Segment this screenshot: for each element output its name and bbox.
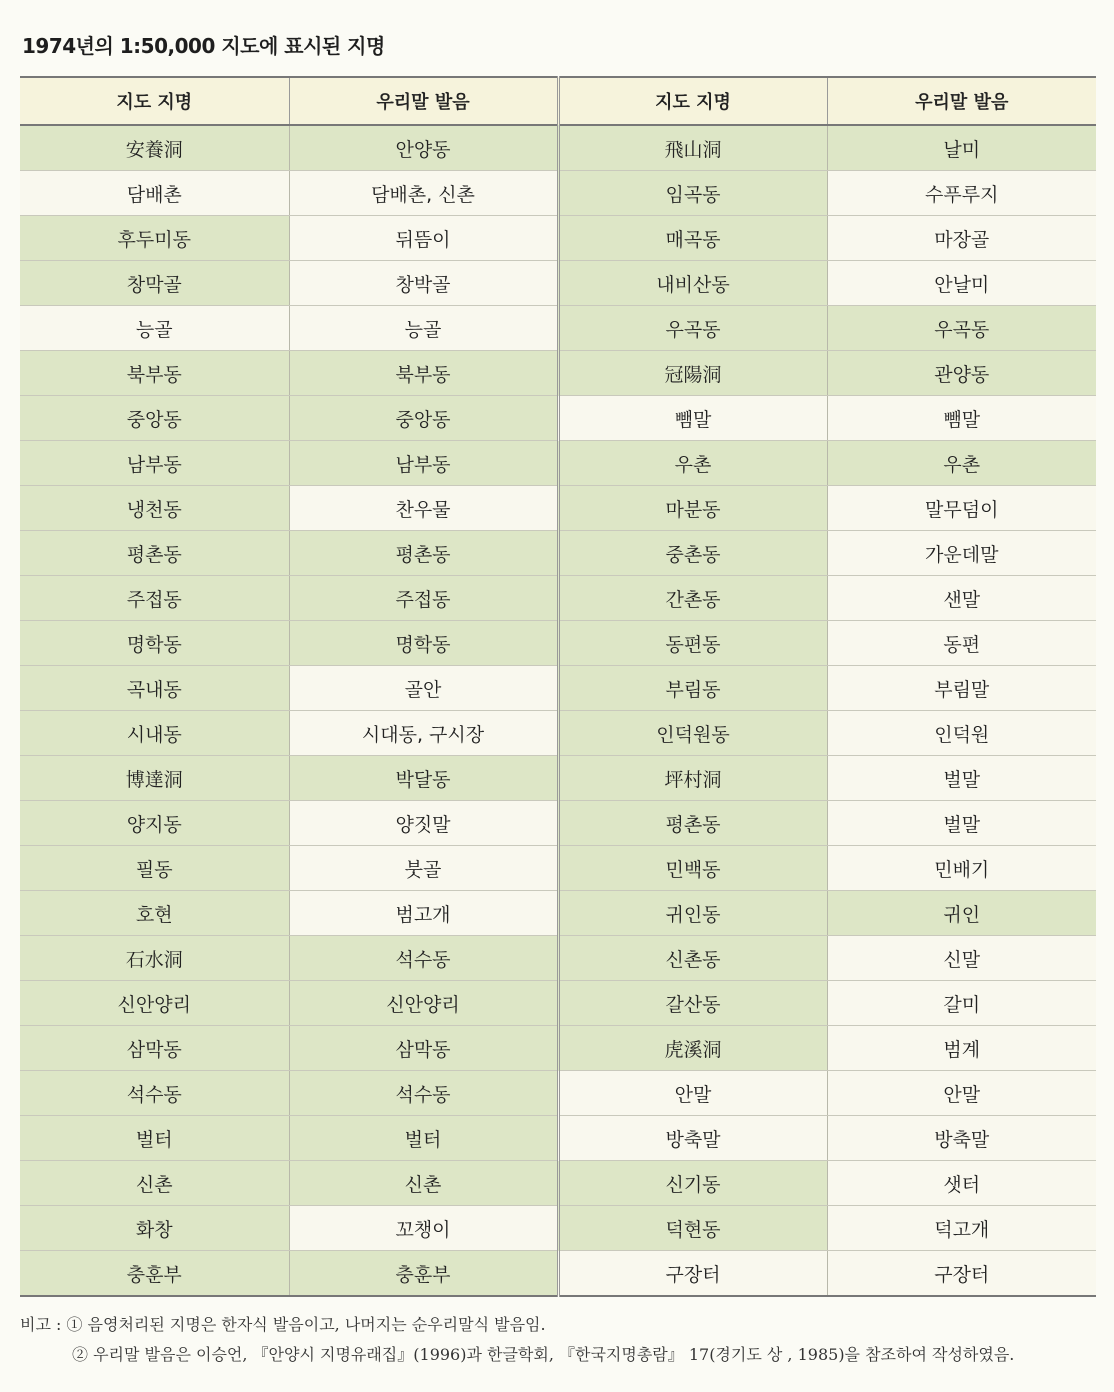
table-row bbox=[20, 936, 1096, 981]
map-name-cell-2: 坪村洞 bbox=[558, 756, 827, 801]
map-name-cell-2: 구장터 bbox=[558, 1251, 827, 1297]
pronunciation-cell-1: 꼬챙이 bbox=[289, 1206, 558, 1251]
map-name-cell-1: 중앙동 bbox=[20, 396, 289, 441]
map-name-cell-2: 갈산동 bbox=[558, 981, 827, 1026]
map-name-cell-2: 덕현동 bbox=[558, 1206, 827, 1251]
pronunciation-cell-1: 석수동 bbox=[289, 1071, 558, 1116]
pronunciation-cell-2: 샛터 bbox=[827, 1161, 1096, 1206]
note-2: ② 우리말 발음은 이승언, 『안양시 지명유래집』(1996)과 한글학회, 『한국지명총람』 17(경기도 상 , 1985)을 참조하여 작성하였음. bbox=[72, 1345, 1015, 1364]
pronunciation-cell-2: 벌말 bbox=[827, 801, 1096, 846]
pronunciation-cell-1: 평촌동 bbox=[289, 531, 558, 576]
map-name-cell-1: 石水洞 bbox=[20, 936, 289, 981]
table-row bbox=[20, 351, 1096, 396]
table-body bbox=[20, 125, 1096, 1296]
table-row bbox=[20, 576, 1096, 621]
table-row bbox=[20, 486, 1096, 531]
pronunciation-cell-1: 골안 bbox=[289, 666, 558, 711]
pronunciation-cell-2: 마장골 bbox=[827, 216, 1096, 261]
map-name-cell-2: 방축말 bbox=[558, 1116, 827, 1161]
pronunciation-cell-1: 북부동 bbox=[289, 351, 558, 396]
pronunciation-cell-2: 날미 bbox=[827, 125, 1096, 171]
note-1: 비고 : ① 음영처리된 지명은 한자식 발음이고, 나머지는 순우리말식 발음임. bbox=[20, 1315, 546, 1334]
pronunciation-cell-1: 담배촌, 신촌 bbox=[289, 171, 558, 216]
table-row bbox=[20, 1206, 1096, 1251]
table-row bbox=[20, 981, 1096, 1026]
pronunciation-cell-1: 석수동 bbox=[289, 936, 558, 981]
map-name-cell-2: 안말 bbox=[558, 1071, 827, 1116]
table-row bbox=[20, 1251, 1096, 1297]
pronunciation-cell-1: 신안양리 bbox=[289, 981, 558, 1026]
table-row bbox=[20, 621, 1096, 666]
pronunciation-cell-1: 안양동 bbox=[289, 125, 558, 171]
pronunciation-cell-2: 덕고개 bbox=[827, 1206, 1096, 1251]
map-name-cell-1: 후두미동 bbox=[20, 216, 289, 261]
pronunciation-cell-2: 우촌 bbox=[827, 441, 1096, 486]
map-name-cell-2: 虎溪洞 bbox=[558, 1026, 827, 1071]
pronunciation-cell-1: 주접동 bbox=[289, 576, 558, 621]
table-row bbox=[20, 216, 1096, 261]
table-title: 1974년의 1:50,000 지도에 표시된 지명 bbox=[22, 34, 385, 58]
pronunciation-cell-1: 신촌 bbox=[289, 1161, 558, 1206]
table-row bbox=[20, 441, 1096, 486]
map-name-cell-1: 북부동 bbox=[20, 351, 289, 396]
pronunciation-cell-1: 양짓말 bbox=[289, 801, 558, 846]
map-name-cell-1: 삼막동 bbox=[20, 1026, 289, 1071]
pronunciation-cell-2: 가운데말 bbox=[827, 531, 1096, 576]
table-row bbox=[20, 711, 1096, 756]
table-row bbox=[20, 846, 1096, 891]
map-name-cell-1: 필동 bbox=[20, 846, 289, 891]
pronunciation-cell-1: 찬우물 bbox=[289, 486, 558, 531]
pronunciation-cell-1: 뒤뜸이 bbox=[289, 216, 558, 261]
table-row bbox=[20, 756, 1096, 801]
pronunciation-cell-1: 능골 bbox=[289, 306, 558, 351]
map-name-cell-2: 매곡동 bbox=[558, 216, 827, 261]
map-name-cell-1: 충훈부 bbox=[20, 1251, 289, 1297]
pronunciation-cell-2: 관양동 bbox=[827, 351, 1096, 396]
map-name-cell-1: 호현 bbox=[20, 891, 289, 936]
pronunciation-cell-1: 남부동 bbox=[289, 441, 558, 486]
map-name-cell-2: 민백동 bbox=[558, 846, 827, 891]
map-name-cell-2: 冠陽洞 bbox=[558, 351, 827, 396]
pronunciation-cell-1: 중앙동 bbox=[289, 396, 558, 441]
pronunciation-cell-2: 민배기 bbox=[827, 846, 1096, 891]
table-row bbox=[20, 801, 1096, 846]
table-row bbox=[20, 891, 1096, 936]
pronunciation-cell-2: 말무덤이 bbox=[827, 486, 1096, 531]
map-name-cell-1: 시내동 bbox=[20, 711, 289, 756]
map-name-cell-1: 곡내동 bbox=[20, 666, 289, 711]
map-name-cell-1: 석수동 bbox=[20, 1071, 289, 1116]
pronunciation-cell-2: 안날미 bbox=[827, 261, 1096, 306]
map-name-cell-2: 동편동 bbox=[558, 621, 827, 666]
map-name-cell-1: 창막골 bbox=[20, 261, 289, 306]
pronunciation-cell-2: 우곡동 bbox=[827, 306, 1096, 351]
notes bbox=[20, 1310, 1014, 1370]
pronunciation-cell-2: 방축말 bbox=[827, 1116, 1096, 1161]
table-row bbox=[20, 1116, 1096, 1161]
map-name-cell-2: 부림동 bbox=[558, 666, 827, 711]
pronunciation-cell-2: 인덕원 bbox=[827, 711, 1096, 756]
pronunciation-cell-1: 벌터 bbox=[289, 1116, 558, 1161]
table-row bbox=[20, 531, 1096, 576]
table-header-row bbox=[20, 77, 1096, 125]
pronunciation-cell-1: 삼막동 bbox=[289, 1026, 558, 1071]
map-name-cell-1: 安養洞 bbox=[20, 125, 289, 171]
pronunciation-cell-2: 귀인 bbox=[827, 891, 1096, 936]
map-name-cell-1: 명학동 bbox=[20, 621, 289, 666]
map-name-cell-1: 화창 bbox=[20, 1206, 289, 1251]
map-name-cell-2: 우촌 bbox=[558, 441, 827, 486]
map-name-cell-1: 평촌동 bbox=[20, 531, 289, 576]
header-map-name-1: 지도 지명 bbox=[20, 77, 289, 125]
pronunciation-cell-1: 명학동 bbox=[289, 621, 558, 666]
pronunciation-cell-1: 박달동 bbox=[289, 756, 558, 801]
map-name-cell-2: 뺌말 bbox=[558, 396, 827, 441]
pronunciation-cell-2: 부림말 bbox=[827, 666, 1096, 711]
map-name-cell-1: 벌터 bbox=[20, 1116, 289, 1161]
map-name-cell-2: 인덕원동 bbox=[558, 711, 827, 756]
map-name-cell-2: 우곡동 bbox=[558, 306, 827, 351]
table-row bbox=[20, 396, 1096, 441]
pronunciation-cell-2: 안말 bbox=[827, 1071, 1096, 1116]
pronunciation-cell-1: 시대동, 구시장 bbox=[289, 711, 558, 756]
pronunciation-cell-2: 벌말 bbox=[827, 756, 1096, 801]
map-name-cell-2: 간촌동 bbox=[558, 576, 827, 621]
pronunciation-cell-1: 충훈부 bbox=[289, 1251, 558, 1297]
map-name-cell-1: 주접동 bbox=[20, 576, 289, 621]
table-row bbox=[20, 666, 1096, 711]
pronunciation-cell-2: 구장터 bbox=[827, 1251, 1096, 1297]
pronunciation-cell-2: 범계 bbox=[827, 1026, 1096, 1071]
pronunciation-cell-1: 붓골 bbox=[289, 846, 558, 891]
map-name-cell-2: 평촌동 bbox=[558, 801, 827, 846]
map-name-cell-2: 마분동 bbox=[558, 486, 827, 531]
map-name-cell-2: 임곡동 bbox=[558, 171, 827, 216]
pronunciation-cell-2: 뺌말 bbox=[827, 396, 1096, 441]
table-row bbox=[20, 125, 1096, 171]
map-name-cell-1: 신촌 bbox=[20, 1161, 289, 1206]
table-row bbox=[20, 1161, 1096, 1206]
place-name-table bbox=[20, 76, 1096, 1297]
pronunciation-cell-1: 범고개 bbox=[289, 891, 558, 936]
map-name-cell-2: 신촌동 bbox=[558, 936, 827, 981]
map-name-cell-1: 남부동 bbox=[20, 441, 289, 486]
pronunciation-cell-2: 신말 bbox=[827, 936, 1096, 981]
table-row bbox=[20, 306, 1096, 351]
map-name-cell-1: 냉천동 bbox=[20, 486, 289, 531]
pronunciation-cell-2: 수푸루지 bbox=[827, 171, 1096, 216]
table-row bbox=[20, 171, 1096, 216]
pronunciation-cell-2: 동편 bbox=[827, 621, 1096, 666]
pronunciation-cell-2: 샌말 bbox=[827, 576, 1096, 621]
map-name-cell-2: 飛山洞 bbox=[558, 125, 827, 171]
pronunciation-cell-1: 창박골 bbox=[289, 261, 558, 306]
header-map-name-2: 지도 지명 bbox=[558, 77, 827, 125]
map-name-cell-1: 신안양리 bbox=[20, 981, 289, 1026]
map-name-cell-2: 내비산동 bbox=[558, 261, 827, 306]
map-name-cell-2: 중촌동 bbox=[558, 531, 827, 576]
map-name-cell-2: 신기동 bbox=[558, 1161, 827, 1206]
map-name-cell-1: 양지동 bbox=[20, 801, 289, 846]
map-name-cell-1: 博達洞 bbox=[20, 756, 289, 801]
table-row bbox=[20, 1071, 1096, 1116]
header-pronunciation-1: 우리말 발음 bbox=[289, 77, 558, 125]
header-pronunciation-2: 우리말 발음 bbox=[827, 77, 1096, 125]
table-row bbox=[20, 1026, 1096, 1071]
map-name-cell-1: 능골 bbox=[20, 306, 289, 351]
table-row bbox=[20, 261, 1096, 306]
pronunciation-cell-2: 갈미 bbox=[827, 981, 1096, 1026]
map-name-cell-2: 귀인동 bbox=[558, 891, 827, 936]
map-name-cell-1: 담배촌 bbox=[20, 171, 289, 216]
